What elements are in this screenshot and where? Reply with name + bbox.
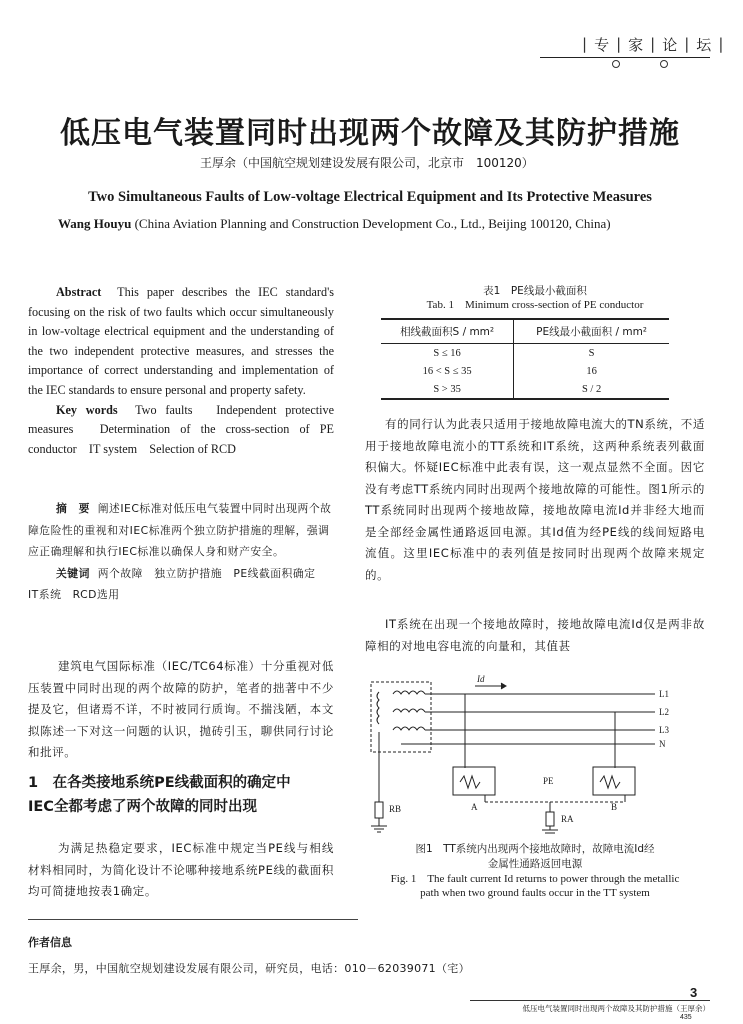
title-cn: 低压电气装置同时出现两个故障及其防护措施 [60, 116, 680, 151]
section1-heading-line1: 1 在各类接地系统PE线截面积的确定中 [28, 775, 291, 791]
figure1-circuit-diagram [365, 672, 705, 840]
table1-caption [365, 284, 705, 312]
figure1-caption [365, 842, 705, 900]
header-char: 家 [628, 35, 644, 54]
author-en-name: Wang Houyu [58, 216, 132, 231]
footnote-divider [28, 919, 358, 920]
resistor-RA [546, 812, 554, 826]
section1-paragraph: 为满足热稳定要求，IEC标准中规定当PE线与相线材料相同时，为简化设计不论哪种接地系统PE线的截面积均可简捷地按表1确定。 [28, 841, 334, 898]
table-row [381, 380, 669, 399]
header-char: 坛 [696, 35, 712, 54]
footer-page-number: 435 [680, 1014, 692, 1021]
coil [377, 692, 379, 724]
header-circle-icon [660, 60, 668, 68]
table1-caption-en: Tab. 1 Minimum cross-section of PE conductor [426, 299, 644, 311]
coil [393, 709, 425, 712]
author-en [58, 216, 611, 232]
keywords-cn-label: 关键词 [56, 566, 90, 580]
abstract-cn-text: 阐述IEC标准对低压电气装置中同时出现两个故障危险性的重视和对IEC标准两个独立防护措施的理解，强调应正确理解和执行IEC标准以确保人身和财产安全。 [28, 502, 332, 558]
header-char: 论 [662, 35, 678, 54]
abstract-cn-label: 摘 要 [56, 502, 90, 515]
section1-heading [28, 771, 334, 819]
label-A: A [471, 802, 478, 812]
table-cell: S [588, 347, 595, 359]
abstract-en [28, 283, 334, 459]
label-L3: L3 [659, 725, 669, 735]
header-circle-icon [612, 60, 620, 68]
label-RA: RA [561, 814, 574, 824]
footer-rule [470, 1000, 710, 1001]
coil [393, 727, 425, 730]
label-Id: Id [477, 674, 485, 684]
table-header: PE线最小截面积 / mm² [514, 319, 669, 344]
header-char: 专 [594, 35, 610, 54]
load-B [600, 776, 620, 788]
table-cell: S ≤ 16 [381, 344, 514, 363]
abstract-en-label: Abstract [56, 285, 102, 299]
title-en: Two Simultaneous Faults of Low-voltage Electrical Equipment and Its Protective Measures [88, 189, 652, 205]
table-row [381, 362, 669, 380]
label-N: N [659, 739, 666, 749]
label-PE: PE [543, 776, 554, 786]
abstract-cn [28, 498, 334, 606]
coil [393, 691, 425, 694]
label-L1: L1 [659, 689, 669, 699]
figure1-caption-cn-1: 图1 TT系统内出现两个接地故障时，故障电流Id经 [415, 843, 655, 855]
load-A [460, 776, 480, 788]
author-info-heading: 作者信息 [28, 936, 72, 949]
column-header: | 专 | 家 | 论 | 坛 | [582, 35, 724, 54]
figure1-caption-en-1: Fig. 1 The fault current Id returns to power through the metallic [390, 873, 680, 885]
author-info-text: 王厚余，男，中国航空规划建设发展有限公司，研究员，电话：010－62039071（宅） [28, 962, 470, 975]
table-header: 相线截面积S / mm² [381, 319, 514, 344]
keywords-en-text: Two faults Independent protective measures Determination of the cross-section of PE conductor IT system Selection of RCD [28, 402, 335, 456]
transformer-box [371, 682, 431, 752]
pe-table [381, 318, 669, 400]
table-cell: S > 35 [381, 380, 514, 399]
section1-heading-line2: IEC全都考虑了两个故障的同时出现 [28, 799, 257, 815]
table-cell: 16 < S ≤ 35 [381, 362, 514, 380]
intro-paragraph: 建筑电气国际标准（IEC/TC64标准）十分重视对低压装置中同时出现的两个故障的防护，笔者的拙著中不少提及它，但诸焉不详，不时被同行质询。不揣浅陋，本文拟陈述一下对这一问题的认识，抛砖引玉，聊供同行讨论和批评。 [28, 659, 334, 759]
header-rule [540, 57, 710, 58]
table-row [381, 344, 669, 363]
right-paragraph-1: 有的同行认为此表只适用于接地故障电流大的TN系统，不适用于接地故障电流小的TT系统和IT系统，这两种系统表列截面积偏大。怀疑IEC标准中此表有误，这一观点显然不全面。因它没有考虑TT系统内同时出现两个接地故障的可能性。图1所示的TT系统同时出现两个接地故障，接地故障电流Id并非经大地而是全部经金属性通路返回电源。其Id值为经PE线的线间短路电流值。这里IEC标准中的表列值是按同时出现两个故障来规定的。 [365, 417, 705, 582]
author-cn: 王厚余（中国航空规划建设发展有限公司，北京市 100120） [200, 156, 534, 170]
keywords-en-label: Key words [56, 402, 118, 417]
table1-caption-cn: 表1 PE线最小截面积 [483, 285, 587, 297]
table-cell: S / 2 [514, 380, 669, 399]
table-header-row [381, 319, 669, 344]
right-paragraph-2: IT系统在出现一个接地故障时，接地故障电流Id仅是两非故障相的对地电容电流的向量和，其值甚 [365, 617, 705, 653]
keywords-cn-text: 两个故障 独立防护措施 PE线截面积确定 IT系统 RCD选用 [28, 566, 327, 601]
abstract-en-text: This paper describes the IEC standard's focusing on the risk of two faults which occur simultaneously in low-voltage electrical equipment and the understanding of the two independent protective measures, and stresses the importance of correct understanding and implementation of the IEC standards to ensure personal and property safety. [28, 285, 335, 397]
figure1-caption-en-2: path when two ground faults occur in the TT system [420, 887, 650, 899]
table-cell: 16 [586, 365, 597, 377]
footer-running-title: 低压电气装置同时出现两个故障及其防护措施（王厚余） [522, 1004, 710, 1013]
label-L2: L2 [659, 707, 669, 717]
page-number: 3 [690, 985, 698, 1000]
label-B: B [611, 802, 618, 812]
figure1-caption-cn-2: 金属性通路返回电源 [487, 858, 583, 870]
author-en-affiliation: (China Aviation Planning and Construction Development Co., Ltd., Beijing 100120, China) [134, 216, 611, 231]
resistor-RB [375, 802, 383, 818]
label-RB: RB [389, 804, 402, 814]
